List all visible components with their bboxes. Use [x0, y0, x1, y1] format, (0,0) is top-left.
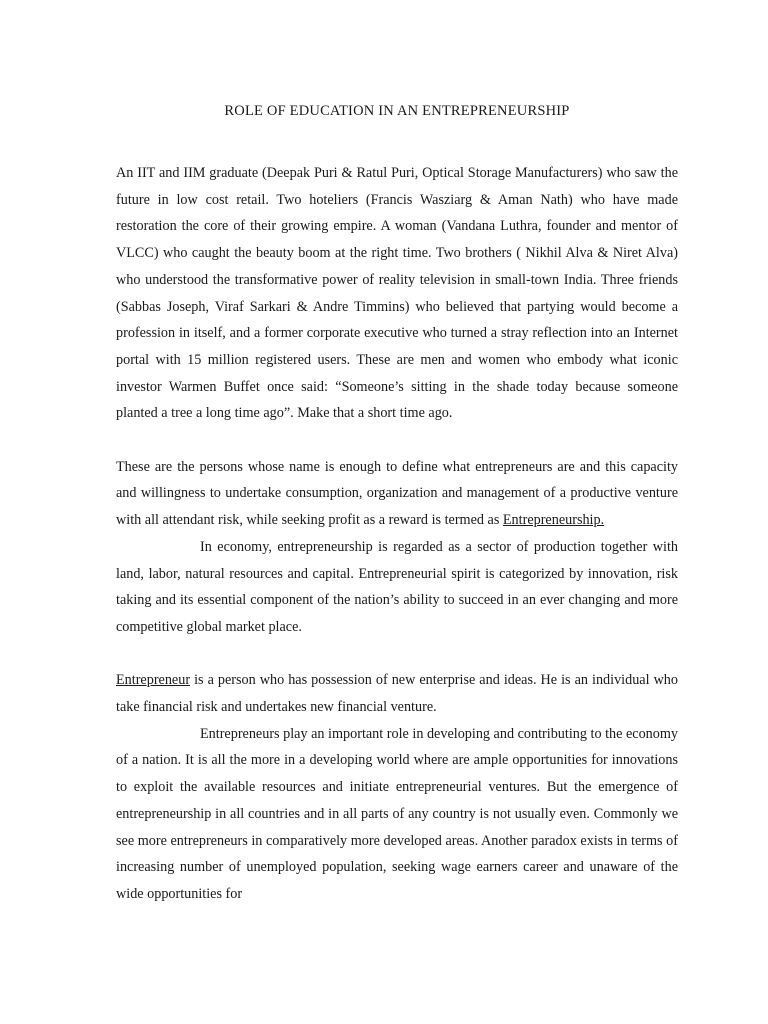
paragraph-intro: An IIT and IIM graduate (Deepak Puri & Ratul Puri, Optical Storage Manufacturers) who saw the future in low cost retail. Two hoteliers (Francis Wasziarg & Aman Nath) who have made restoration the core of their growing empire. A woman (Vandana Luthra, founder and mentor of VLCC) who caught the beauty boom at the right time. Two brothers ( Nikhil Alva & Niret Alva) who understood the transformative power of reality television in small-town India. Three friends (Sabbas Joseph, Viraf Sarkari & Andre Timmins) who believed that partying would become a profession in itself, and a former corporate executive who turned a stray reflection into an Internet portal with 15 million registered users. These are men and women who embody what iconic investor Warmen Buffet once said: “Someone’s sitting in the shade today because someone planted a tree a long time ago”. Make that a short time ago. [116, 165, 678, 422]
paragraph-definition [116, 454, 678, 534]
definition-text: These are the persons whose name is enough to define what entrepreneurs are and this capacity and willingness to undertake consumption, organization and management of a productive venture with all attendant risk, while seeking profit as a reward is termed as [116, 458, 678, 529]
document-title: ROLE OF EDUCATION IN AN ENTREPRENEURSHIP [224, 103, 570, 119]
paragraph-gap [116, 641, 678, 668]
term-entrepreneurship: Entrepreneurship. [502, 512, 605, 529]
paragraph-role: Entrepreneurs play an important role in developing and contributing to the economy of a nation. It is all the more in a developing world where are ample opportunities for innovations to exploit the available resources and initiate entrepreneurial ventures. But the emergence of entrepreneurship in all countries and in all parts of any country is not usually even. Commonly we see more entrepreneurs in comparatively more developed areas. Another paradox exists in terms of increasing number of unemployed population, seeking wage earners career and unaware of the wide opportunities for [116, 725, 678, 902]
paragraph-entrepreneur [116, 667, 678, 720]
document-page [116, 98, 678, 908]
paragraph-economy: In economy, entrepreneurship is regarded as a sector of production together with land, labor, natural resources and capital. Entrepreneurial spirit is categorized by innovation, risk taking and its essential component of the nation’s ability to succeed in an ever changing and more competitive global market place. [116, 538, 678, 635]
entrepreneur-text: is a person who has possession of new enterprise and ideas. He is an individual who take financial risk and undertakes new financial venture. [116, 672, 678, 716]
paragraph-gap [116, 427, 678, 454]
term-entrepreneur: Entrepreneur [116, 672, 191, 689]
